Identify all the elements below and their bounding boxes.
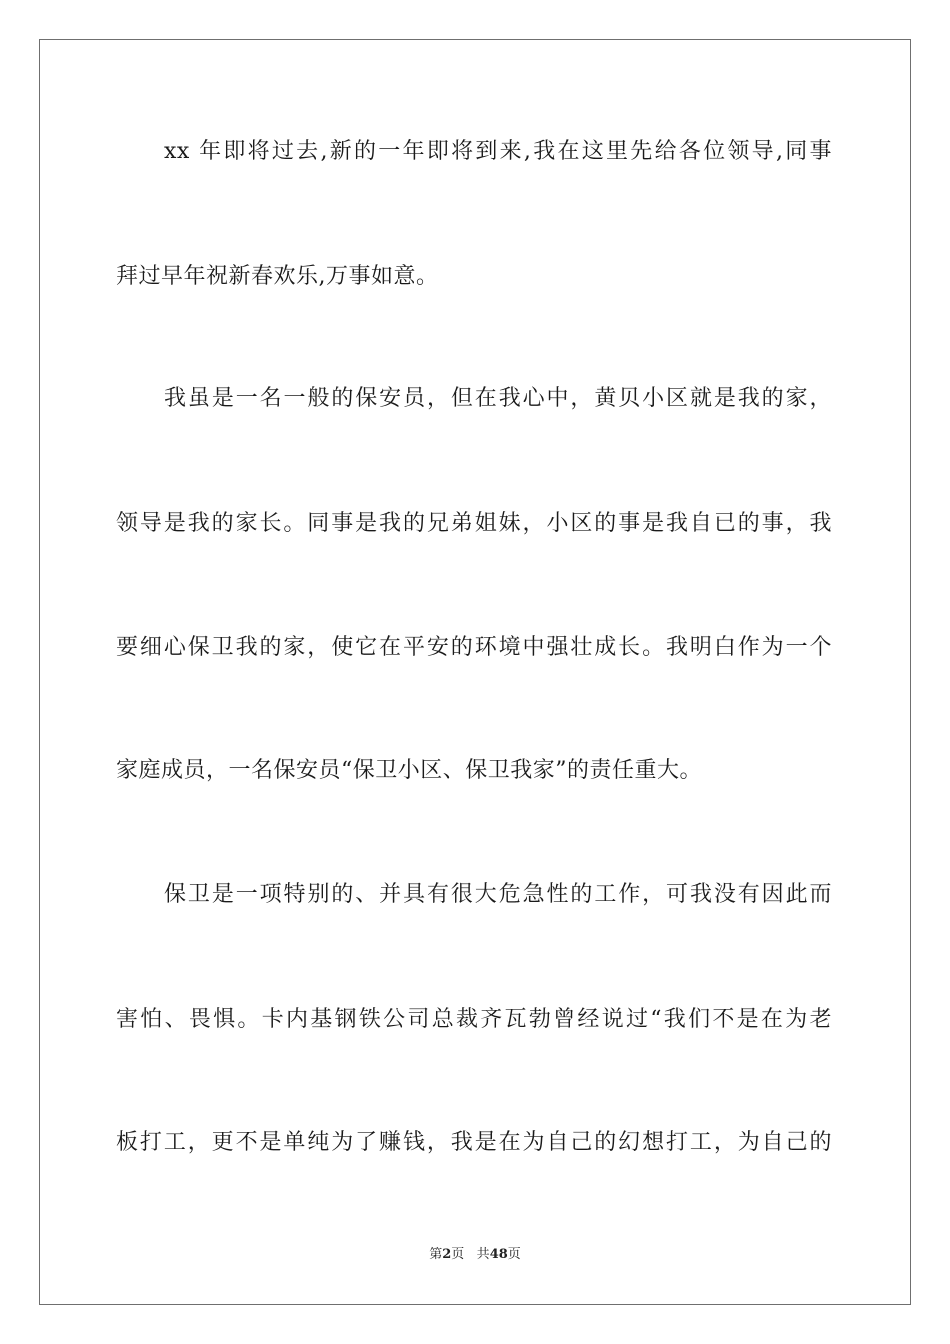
footer-total-prefix: 共 (476, 1247, 490, 1262)
paragraph-line-1: xx 年即将过去,新的一年即将到来,我在这里先给各位领导,同事 (164, 139, 832, 164)
paragraph-line-2: 拜过早年祝新春欢乐,万事如意。 (116, 264, 439, 289)
footer-page-prefix: 第 (429, 1247, 443, 1262)
paragraph-line-4: 领导是我的家长。同事是我的兄弟姐妹，小区的事是我自已的事，我 (116, 511, 832, 536)
paragraph-line-3: 我虽是一名一般的保安员，但在我心中，黄贝小区就是我的家， (164, 386, 832, 411)
paragraph-line-5: 要细心保卫我的家，使它在平安的环境中强壮成长。我明白作为一个 (116, 635, 832, 660)
paragraph-line-7: 保卫是一项特别的、并具有很大危急性的工作，可我没有因此而 (164, 882, 832, 907)
page-footer (0, 1246, 950, 1264)
footer-total-pages: 48 (489, 1247, 508, 1262)
footer-page-suffix: 页 (451, 1247, 465, 1262)
paragraph-line-8: 害怕、畏惧。卡内基钢铁公司总裁齐瓦勃曾经说过“我们不是在为老 (116, 1007, 832, 1032)
page-frame (39, 39, 911, 1305)
paragraph-line-6: 家庭成员，一名保安员“保卫小区、保卫我家”的责任重大。 (116, 758, 702, 783)
footer-total-suffix: 页 (507, 1247, 521, 1262)
footer-page-number: 2 (442, 1247, 452, 1262)
paragraph-line-9: 板打工，更不是单纯为了赚钱，我是在为自己的幻想打工，为自己的 (116, 1130, 832, 1155)
